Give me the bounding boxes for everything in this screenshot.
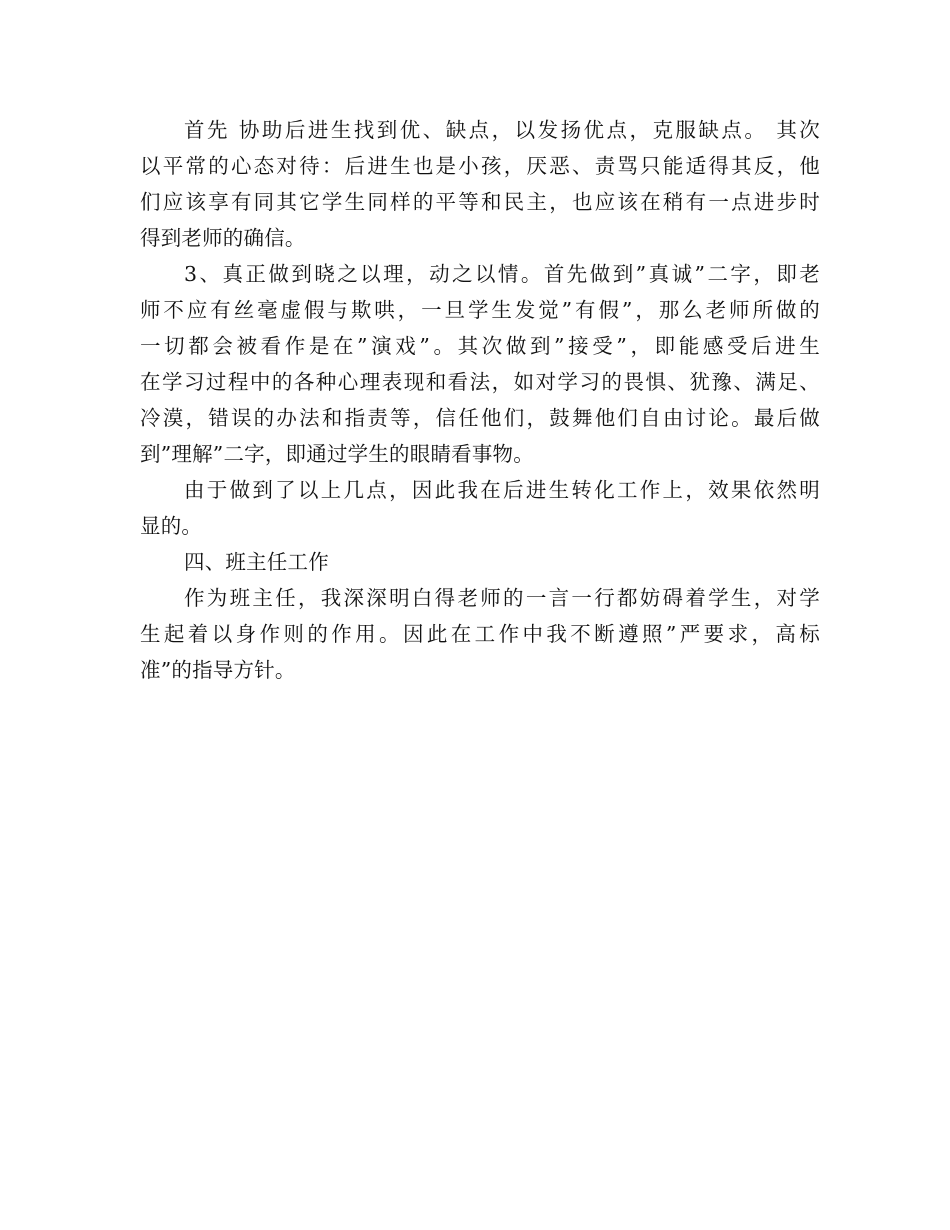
text-line: 一切都会被看作是在”演戏”。其次做到”接受”，即能感受后进生 (140, 334, 820, 358)
text-line: 生起着以身作则的作用。因此在工作中我不断遵照”严要求，高标 (140, 622, 820, 646)
text-line: 在学习过程中的各种心理表现和看法，如对学习的畏惧、犹豫、满足、 (140, 370, 820, 394)
text-line: 作为班主任，我深深明白得老师的一言一行都妨碍着学生，对学 (184, 586, 820, 610)
text-line: 由于做到了以上几点，因此我在后进生转化工作上，效果依然明 (184, 478, 820, 502)
text-line: 3、真正做到晓之以理，动之以情。首先做到”真诚”二字，即老 (184, 262, 820, 286)
text-line: 以平常的心态对待：后进生也是小孩，厌恶、责骂只能适得其反，他 (140, 154, 820, 178)
document-page (140, 112, 820, 688)
text-line: 冷漠，错误的办法和指责等，信任他们，鼓舞他们自由讨论。最后做 (140, 406, 820, 430)
text-line: 首先 协助后进生找到优、缺点，以发扬优点，克服缺点。 其次 (184, 118, 820, 142)
text-line: 们应该享有同其它学生同样的平等和民主，也应该在稍有一点进步时 (140, 190, 820, 214)
text-line: 师不应有丝毫虚假与欺哄，一旦学生发觉”有假”，那么老师所做的 (140, 298, 820, 322)
text-line: 显的。 (140, 514, 203, 538)
section-heading: 四、班主任工作 (184, 550, 329, 574)
text-line: 准”的指导方针。 (140, 658, 296, 682)
text-line: 到”理解”二字，即通过学生的眼睛看事物。 (140, 442, 534, 466)
text-line: 得到老师的确信。 (140, 226, 306, 250)
